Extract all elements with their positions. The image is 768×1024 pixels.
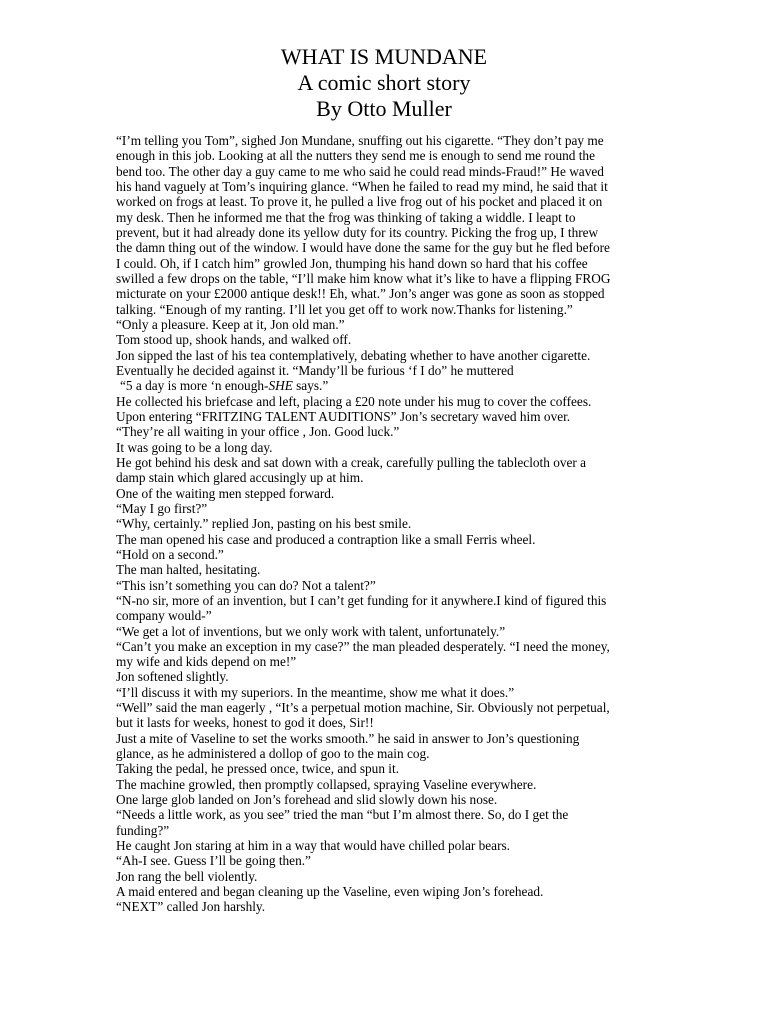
story-line: enough in this job. Looking at all the nutters they send me is enough to send me round the [116, 148, 595, 164]
story-line: “We get a lot of inventions, but we only work with talent, unfortunately.” [116, 623, 506, 639]
story-line: my wife and kids depend on me!” [116, 654, 297, 670]
story-line: I could. Oh, if I catch him” growled Jon, thumping his hand down so hard that his coffee [116, 255, 588, 271]
story-title: WHAT IS MUNDANE [280, 44, 488, 69]
story-line: “Why, certainly.” replied Jon, pasting on his best smile. [116, 516, 412, 532]
story-line: “This isn’t something you can do? Not a talent?” [116, 577, 376, 593]
story-line: but it lasts for weeks, honest to god it does, Sir!! [116, 715, 374, 731]
story-line [116, 378, 636, 393]
story-line: “I’ll discuss it with my superiors. In the meantime, show me what it does.” [116, 684, 515, 700]
emphasis-text: SHE [268, 378, 293, 394]
story-line-text: says.” [292, 378, 329, 394]
story-line: talking. “Enough of my ranting. I’ll let you get off to work now.Thanks for listening.” [116, 301, 573, 317]
story-line: “May I go first?” [116, 500, 208, 516]
story-line: One large glob landed on Jon’s forehead and slid slowly down his nose. [116, 792, 498, 808]
story-line: Jon sipped the last of his tea contemplatively, debating whether to have another cigarette. [116, 347, 591, 363]
story-line: micturate on your £2000 antique desk!! Eh, what.” Jon’s anger was gone as soon as stopped [116, 286, 605, 302]
story-line: my desk. Then he informed me that the frog was thinking of taking a widdle. I leapt to [116, 209, 576, 225]
story-line: The man halted, hesitating. [116, 562, 261, 578]
story-line: funding?” [116, 822, 170, 838]
story-line: Jon softened slightly. [116, 669, 229, 685]
story-line-text: “5 a day is more ‘n enough- [120, 378, 269, 394]
story-line: “N-no sir, more of an invention, but I can’t get funding for it anywhere.I kind of figured this [116, 592, 607, 608]
story-line: “Ah-I see. Guess I’ll be going then.” [116, 853, 311, 869]
story-line: “Hold on a second.” [116, 546, 224, 562]
story-line: Taking the pedal, he pressed once, twice, and spun it. [116, 761, 400, 777]
story-line: prevent, but it had already done its yellow duty for its country. Picking the frog up, I threw [116, 224, 599, 240]
story-line: his hand vaguely at Tom’s inquiring glance. “When he failed to read my mind, he said that it [116, 178, 608, 194]
story-line: He collected his briefcase and left, placing a £20 note under his mug to cover the coffees. [116, 393, 592, 409]
story-line: “Only a pleasure. Keep at it, Jon old man.” [116, 316, 345, 332]
story-line: “Can’t you make an exception in my case?” the man pleaded desperately. “I need the money, [116, 638, 610, 654]
story-line: Upon entering “FRITZING TALENT AUDITIONS” Jon’s secretary waved him over. [116, 408, 571, 424]
story-line: “Needs a little work, as you see” tried the man “but I’m almost there. So, do I get the [116, 807, 569, 823]
story-subtitle: A comic short story [297, 70, 471, 95]
story-author: By Otto Muller [316, 96, 452, 121]
story-line: It was going to be a long day. [116, 439, 273, 455]
story-line: A maid entered and began cleaning up the Vaseline, even wiping Jon’s forehead. [116, 884, 544, 900]
story-line: He caught Jon staring at him in a way that would have chilled polar bears. [116, 838, 510, 854]
story-line: One of the waiting men stepped forward. [116, 485, 335, 501]
story-line: Tom stood up, shook hands, and walked off. [116, 332, 352, 348]
story-line: bend too. The other day a guy came to me who said he could read minds-Fraud!” He waved [116, 163, 604, 179]
story-line: Just a mite of Vaseline to set the works smooth.” he said in answer to Jon’s questioning [116, 730, 580, 746]
story-body [116, 133, 636, 915]
story-line: The man opened his case and produced a contraption like a small Ferris wheel. [116, 531, 536, 547]
title-block [0, 44, 768, 122]
story-line: “Well” said the man eagerly , “It’s a perpetual motion machine, Sir. Obviously not perpetual, [116, 700, 610, 716]
story-line: damp stain which glared accusingly up at him. [116, 470, 364, 486]
story-line: worked on frogs at least. To prove it, he pulled a live frog out of his pocket and placed it on [116, 194, 603, 210]
story-line: glance, as he administered a dollop of goo to the main cog. [116, 746, 430, 762]
story-line: swilled a few drops on the table, “I’ll make him know what it’s like to have a flipping FROG [116, 270, 611, 286]
story-line: Jon rang the bell violently. [116, 868, 258, 884]
story-line: The machine growled, then promptly collapsed, spraying Vaseline everywhere. [116, 776, 537, 792]
story-line: company would-” [116, 608, 212, 624]
story-line: He got behind his desk and sat down with a creak, carefully pulling the tablecloth over a [116, 454, 587, 470]
story-line: the damn thing out of the window. I would have done the same for the guy but he fled before [116, 240, 610, 256]
story-line: Eventually he decided against it. “Mandy’ll be furious ‘f I do” he muttered [116, 362, 514, 378]
story-line: “I’m telling you Tom”, sighed Jon Mundane, snuffing out his cigarette. “They don’t pay me [116, 133, 604, 148]
story-line: “NEXT” called Jon harshly. [116, 899, 266, 915]
story-line: “They’re all waiting in your office , Jon. Good luck.” [116, 424, 400, 440]
